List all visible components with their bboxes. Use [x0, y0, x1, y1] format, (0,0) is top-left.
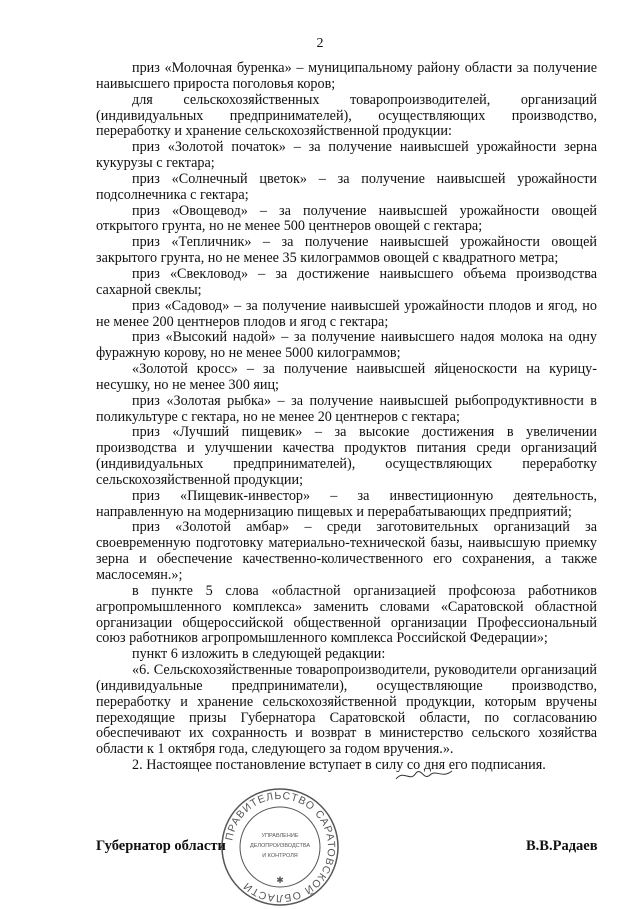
- paragraph: приз «Овощевод» – за получение наивысшей урожайности овощей открытого грунта, но не менее 500 центнеров овощей с гектара;: [96, 202, 597, 235]
- paragraph: в пункте 5 слова «областной организацией профсоюза работников агропромышленного комплекса» заменить словами «Саратовской областной организации общероссийской общественной организации Профессиональный союз работников агропромышленного комплекса Российской Федерации»;: [96, 582, 597, 647]
- svg-text:✱: ✱: [276, 876, 284, 886]
- paragraph: приз «Лучший пищевик» – за высокие достижения в увеличении производства и улучшении качества продуктов питания среди организаций (индивидуальных предпринимателей), осуществляющих переработку сельскохозяйственной продукции;: [96, 424, 597, 488]
- svg-text:УПРАВЛЕНИЕ: УПРАВЛЕНИЕ: [261, 833, 299, 839]
- paragraph: приз «Высокий надой» – за получение наивысшего надоя молока на одну фуражную корову, но не менее 5000 килограммов;: [96, 329, 597, 362]
- paragraph: приз «Золотая рыбка» – за получение наивысшей рыбопродуктивности в поликультуре с гектара, но не менее 20 центнеров с гектара;: [96, 392, 597, 425]
- paragraph: приз «Золотой початок» – за получение наивысшей урожайности зерна кукурузы с гектара;: [96, 139, 597, 172]
- signatory-title: Губернатор области: [96, 838, 226, 854]
- paragraph: приз «Пищевик-инвестор» – за инвестиционную деятельность, направленную на модернизацию пищевых и перерабатывающих предприятий;: [96, 487, 597, 520]
- paragraph: приз «Садовод» – за получение наивысшей урожайности плодов и ягод, но не менее 200 центнеров плодов и ягод с гектара;: [96, 297, 597, 330]
- official-seal-stamp: [218, 785, 342, 909]
- handwritten-signature: [394, 765, 454, 785]
- paragraph: 2. Настоящее постановление вступает в силу со дня его подписания.: [132, 757, 546, 774]
- paragraph: приз «Солнечный цветок» – за получение наивысшей урожайности подсолнечника с гектара;: [96, 170, 597, 203]
- paragraph: приз «Свекловод» – за достижение наивысшего объема производства сахарной свеклы;: [96, 265, 597, 298]
- paragraph: приз «Золотой амбар» – среди заготовительных организаций за своевременную подготовку материально-технической базы, наивысшую приемку зерна и обеспечение качественно-количественного его сохранения, а также маслосемян.»;: [96, 519, 597, 583]
- svg-text:И КОНТРОЛЯ: И КОНТРОЛЯ: [262, 853, 298, 859]
- paragraph: пункт 6 изложить в следующей редакции:: [132, 646, 386, 663]
- svg-text:ДЕЛОПРОИЗВОДСТВА: ДЕЛОПРОИЗВОДСТВА: [249, 843, 311, 849]
- document-body: [96, 61, 597, 774]
- page-number: 2: [316, 36, 324, 51]
- svg-text:ПРАВИТЕЛЬСТВО САРАТОВСКОЙ ОБЛА: ПРАВИТЕЛЬСТВО САРАТОВСКОЙ ОБЛАСТИ: [223, 789, 338, 905]
- paragraph: для сельскохозяйственных товаропроизводителей, организаций (индивидуальных предпринимателей), осуществляющих производство, переработку и хранение сельскохозяйственной продукции:: [96, 91, 597, 140]
- signatory-name: В.В.Радаев: [526, 838, 598, 854]
- paragraph: «Золотой кросс» – за получение наивысшей яйценоскости на курицу-несушку, но не менее 300 яиц;: [96, 361, 597, 393]
- paragraph: «6. Сельскохозяйственные товаропроизводители, руководители организаций (индивидуальные предприниматели), осуществляющие производство, переработку и хранение сельскохозяйственной продукции, которым вручены переходящие призы Губернатора Саратовской области, по согласованию обеспечивают их сохранность и возврат в министерство сельского хозяйства области к 1 октября года, следующего за годом вручения.».: [96, 662, 597, 758]
- paragraph: приз «Тепличник» – за получение наивысшей урожайности овощей закрытого грунта, но не менее 35 килограммов овощей с квадратного метра;: [96, 234, 597, 267]
- paragraph: приз «Молочная буренка» – муниципальному району области за получение наивысшего прироста поголовья коров;: [96, 60, 597, 92]
